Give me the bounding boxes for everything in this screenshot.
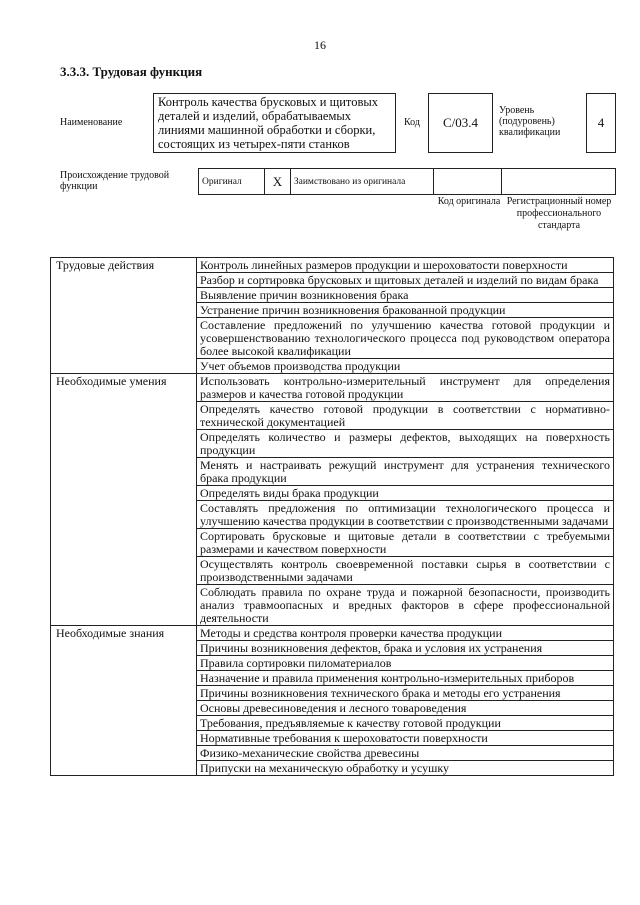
item-cell: Назначение и правила применения контрольно-измерительных приборов xyxy=(197,671,614,686)
function-name-box: Контроль качества брусковых и щитовых деталей и изделий, обрабатываемых линиями машинной обработки и сборки, состоящих из четырех-пяти станков xyxy=(153,93,396,153)
origin-table xyxy=(198,168,616,195)
item-cell: Припуски на механическую обработку и усушку xyxy=(197,761,614,776)
item-cell: Причины возникновения дефектов, брака и условия их устранения xyxy=(197,641,614,656)
code-original-cell xyxy=(433,169,502,195)
item-cell: Причины возникновения технического брака и методы его устранения xyxy=(197,686,614,701)
category-cell: Необходимые умения xyxy=(51,374,197,626)
item-cell: Устранение причин возникновения бракованной продукции xyxy=(197,303,614,318)
item-cell: Сортировать брусковые и щитовые детали в соответствии с требуемыми размерами и качеством поверхности xyxy=(197,529,614,557)
reg-number-caption: Регистрационный номер профессионального стандарта xyxy=(506,196,612,231)
item-cell: Соблюдать правила по охране труда и пожарной безопасности, производить анализ травмоопасных и вредных факторов в сфере профессиональной деятельности xyxy=(197,585,614,626)
original-mark-cell: X xyxy=(264,169,290,195)
item-cell: Нормативные требования к шероховатости поверхности xyxy=(197,731,614,746)
reg-number-cell xyxy=(502,169,616,195)
item-cell: Определять количество и размеры дефектов, выходящих на поверхность продукции xyxy=(197,430,614,458)
borrowed-label-cell: Заимствовано из оригинала xyxy=(290,169,433,195)
item-cell: Менять и настраивать режущий инструмент для устранения технического брака продукции xyxy=(197,458,614,486)
item-cell: Правила сортировки пиломатериалов xyxy=(197,656,614,671)
level-label: Уровень (подуровень) квалификации xyxy=(499,105,561,138)
item-cell: Выявление причин возникновения брака xyxy=(197,288,614,303)
item-cell: Определять виды брака продукции xyxy=(197,486,614,501)
code-value-box: С/03.4 xyxy=(428,93,493,153)
code-label: Код xyxy=(404,117,420,128)
item-cell: Определять качество готовой продукции в соответствии с нормативно-технической документацией xyxy=(197,402,614,430)
item-cell: Основы древесиноведения и лесного товароведения xyxy=(197,701,614,716)
item-cell: Осуществлять контроль своевременной поставки сырья в соответствии с производственными задачами xyxy=(197,557,614,585)
item-cell: Методы и средства контроля проверки качества продукции xyxy=(197,626,614,641)
item-cell: Использовать контрольно-измерительный инструмент для определения размеров и качества готовой продукции xyxy=(197,374,614,402)
item-cell: Составлять предложения по оптимизации технологического процесса и улучшению качества продукции в соответствии с производственными задачами xyxy=(197,501,614,529)
origin-label: Происхождение трудовой функции xyxy=(60,170,170,192)
level-value-box: 4 xyxy=(586,93,616,153)
original-label-cell: Оригинал xyxy=(199,169,265,195)
item-cell: Разбор и сортировка брусковых и щитовых деталей и изделий по видам брака xyxy=(197,273,614,288)
name-label: Наименование xyxy=(60,117,123,128)
function-details-table xyxy=(50,257,614,776)
page-number: 16 xyxy=(314,38,326,52)
section-title: 3.3.3. Трудовая функция xyxy=(60,64,203,79)
item-cell: Требования, предъявляемые к качеству готовой продукции xyxy=(197,716,614,731)
category-cell: Необходимые знания xyxy=(51,626,197,776)
table-row xyxy=(51,258,614,273)
item-cell: Составление предложений по улучшению качества готовой продукции и усовершенствованию технологического процесса под руководством оператора более высокой квалификации xyxy=(197,318,614,359)
item-cell: Физико-механические свойства древесины xyxy=(197,746,614,761)
table-row xyxy=(51,374,614,402)
category-cell: Трудовые действия xyxy=(51,258,197,374)
item-cell: Учет объемов производства продукции xyxy=(197,359,614,374)
code-original-caption: Код оригинала xyxy=(437,196,501,207)
item-cell: Контроль линейных размеров продукции и шероховатости поверхности xyxy=(197,258,614,273)
table-row xyxy=(51,626,614,641)
